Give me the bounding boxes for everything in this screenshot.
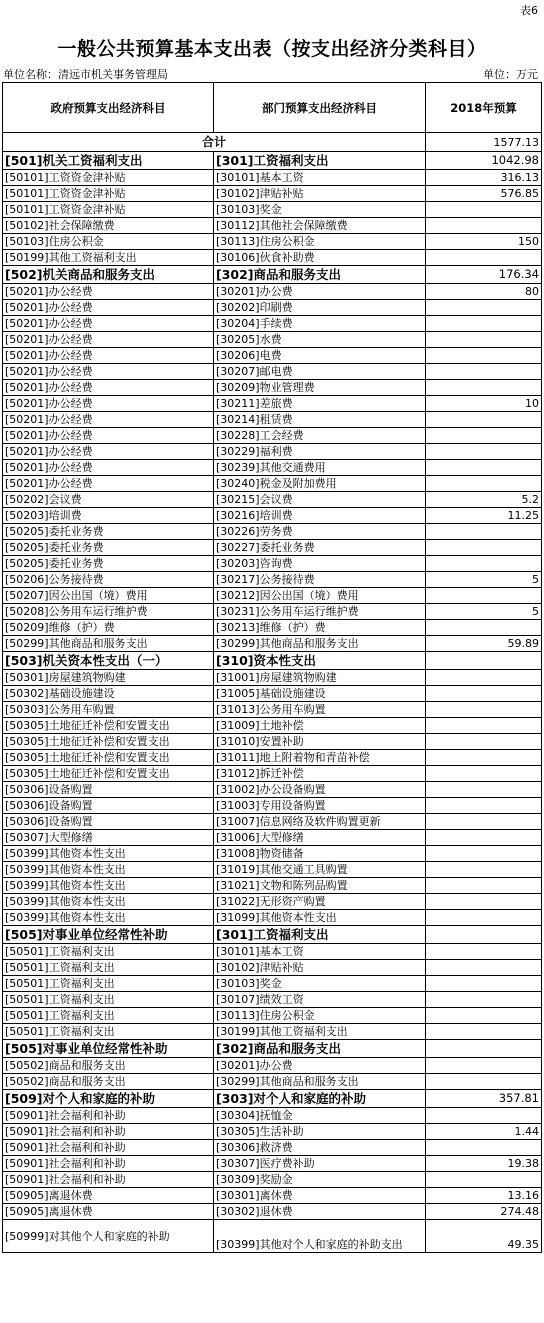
- gov-cell: [502]机关商品和服务支出: [3, 266, 214, 284]
- dept-cell: [30240]税金及附加费用: [214, 476, 426, 492]
- gov-cell: [50205]委托业务费: [3, 524, 214, 540]
- dept-cell: [301]工资福利支出: [214, 926, 426, 944]
- gov-cell: [50501]工资福利支出: [3, 1008, 214, 1024]
- amount-cell: [426, 444, 542, 460]
- dept-cell: [30307]医疗费补助: [214, 1156, 426, 1172]
- table-row: [3, 992, 542, 1008]
- table-row: [3, 1024, 542, 1040]
- table-row: [3, 702, 542, 718]
- table-row: [3, 412, 542, 428]
- dept-cell: [31003]专用设备购置: [214, 798, 426, 814]
- amount-cell: 11.25: [426, 508, 542, 524]
- category-row: [3, 266, 542, 284]
- amount-cell: [426, 428, 542, 444]
- gov-cell: [50201]办公经费: [3, 284, 214, 300]
- dept-cell: [30102]津贴补贴: [214, 186, 426, 202]
- table-header-row: [3, 83, 542, 133]
- gov-cell: [50201]办公经费: [3, 412, 214, 428]
- gov-cell: [50399]其他资本性支出: [3, 846, 214, 862]
- gov-cell: [501]机关工资福利支出: [3, 152, 214, 170]
- gov-cell: [50399]其他资本性支出: [3, 894, 214, 910]
- amount-cell: [426, 1074, 542, 1090]
- dept-cell: [30106]伙食补助费: [214, 250, 426, 266]
- gov-cell: [50302]基础设施建设: [3, 686, 214, 702]
- dept-cell: [30302]退休费: [214, 1204, 426, 1220]
- table-body: [3, 133, 542, 1253]
- amount-cell: [426, 524, 542, 540]
- table-row: [3, 1156, 542, 1172]
- gov-cell: [50501]工资福利支出: [3, 960, 214, 976]
- dept-cell: [30113]住房公积金: [214, 1008, 426, 1024]
- amount-cell: [426, 992, 542, 1008]
- gov-cell: [50101]工资资金津补贴: [3, 186, 214, 202]
- total-row: [3, 133, 542, 152]
- amount-cell: [426, 734, 542, 750]
- table-row: [3, 976, 542, 992]
- amount-cell: [426, 620, 542, 636]
- amount-cell: [426, 556, 542, 572]
- dept-cell: [30201]办公费: [214, 1058, 426, 1074]
- amount-cell: [426, 380, 542, 396]
- table-row: [3, 524, 542, 540]
- table-row: [3, 250, 542, 266]
- gov-cell: [50101]工资资金津补贴: [3, 170, 214, 186]
- gov-cell: [503]机关资本性支出（一）: [3, 652, 214, 670]
- table-row: [3, 620, 542, 636]
- amount-cell: 80: [426, 284, 542, 300]
- category-row: [3, 926, 542, 944]
- amount-cell: [426, 476, 542, 492]
- gov-cell: [50305]土地征迁补偿和安置支出: [3, 750, 214, 766]
- dept-cell: [30228]工会经费: [214, 428, 426, 444]
- table-row: [3, 1188, 542, 1204]
- gov-cell: [50901]社会福利和补助: [3, 1108, 214, 1124]
- gov-cell: [50208]公务用车运行维护费: [3, 604, 214, 620]
- dept-cell: [30205]水费: [214, 332, 426, 348]
- gov-cell: [50305]土地征迁补偿和安置支出: [3, 718, 214, 734]
- amount-cell: [426, 798, 542, 814]
- amount-cell: 274.48: [426, 1204, 542, 1220]
- header-gov: 政府预算支出经济科目: [3, 83, 214, 133]
- amount-cell: [426, 300, 542, 316]
- amount-cell: [426, 686, 542, 702]
- table-row: [3, 1074, 542, 1090]
- table-row: [3, 396, 542, 412]
- table-row: [3, 1124, 542, 1140]
- dept-cell: [30309]奖励金: [214, 1172, 426, 1188]
- table-row: [3, 670, 542, 686]
- category-row: [3, 1040, 542, 1058]
- table-row: [3, 798, 542, 814]
- table-row: [3, 218, 542, 234]
- dept-cell: [302]商品和服务支出: [214, 266, 426, 284]
- amount-cell: 1042.98: [426, 152, 542, 170]
- amount-cell: [426, 1140, 542, 1156]
- dept-cell: [302]商品和服务支出: [214, 1040, 426, 1058]
- table-row: [3, 380, 542, 396]
- category-row: [3, 652, 542, 670]
- amount-cell: [426, 670, 542, 686]
- dept-cell: [30209]物业管理费: [214, 380, 426, 396]
- table-row: [3, 348, 542, 364]
- amount-cell: 13.16: [426, 1188, 542, 1204]
- amount-cell: [426, 332, 542, 348]
- amount-cell: [426, 1172, 542, 1188]
- table-row: [3, 814, 542, 830]
- dept-cell: [30211]差旅费: [214, 396, 426, 412]
- dept-cell: [30226]劳务费: [214, 524, 426, 540]
- gov-cell: [50201]办公经费: [3, 364, 214, 380]
- dept-cell: [30112]其他社会保障缴费: [214, 218, 426, 234]
- dept-cell: [31099]其他资本性支出: [214, 910, 426, 926]
- gov-cell: [50303]公务用车购置: [3, 702, 214, 718]
- table-row: [3, 540, 542, 556]
- budget-table: [2, 82, 542, 1253]
- table-row: [3, 1058, 542, 1074]
- dept-cell: [303]对个人和家庭的补助: [214, 1090, 426, 1108]
- dept-cell: [30239]其他交通费用: [214, 460, 426, 476]
- gov-cell: [50399]其他资本性支出: [3, 862, 214, 878]
- gov-cell: [50502]商品和服务支出: [3, 1074, 214, 1090]
- table-row: [3, 1008, 542, 1024]
- dept-cell: [30212]因公出国（境）费用: [214, 588, 426, 604]
- gov-cell: [50202]会议费: [3, 492, 214, 508]
- dept-cell: [30103]奖金: [214, 202, 426, 218]
- dept-cell: [30304]抚恤金: [214, 1108, 426, 1124]
- amount-cell: [426, 412, 542, 428]
- dept-cell: [31011]地上附着物和青苗补偿: [214, 750, 426, 766]
- amount-cell: [426, 1040, 542, 1058]
- gov-cell: [50301]房屋建筑物购建: [3, 670, 214, 686]
- gov-cell: [50307]大型修缮: [3, 830, 214, 846]
- table-row: [3, 234, 542, 250]
- dept-cell: [31013]公务用车购置: [214, 702, 426, 718]
- amount-cell: 19.38: [426, 1156, 542, 1172]
- dept-cell: [30204]手续费: [214, 316, 426, 332]
- table-row: [3, 186, 542, 202]
- dept-cell: [30101]基本工资: [214, 170, 426, 186]
- dept-cell: [30107]绩效工资: [214, 992, 426, 1008]
- table-row: [3, 894, 542, 910]
- gov-cell: [50199]其他工资福利支出: [3, 250, 214, 266]
- category-row: [3, 1090, 542, 1108]
- gov-cell: [50201]办公经费: [3, 316, 214, 332]
- amount-cell: [426, 894, 542, 910]
- amount-cell: [426, 460, 542, 476]
- unit-label: 单位：万元: [483, 68, 538, 81]
- gov-cell: [50101]工资资金津补贴: [3, 202, 214, 218]
- dept-cell: [31021]文物和陈列品购置: [214, 878, 426, 894]
- table-row: [3, 846, 542, 862]
- amount-cell: [426, 1008, 542, 1024]
- table-row: [3, 1108, 542, 1124]
- amount-cell: [426, 316, 542, 332]
- amount-cell: [426, 814, 542, 830]
- table-row: [3, 300, 542, 316]
- table-row: [3, 910, 542, 926]
- amount-cell: [426, 862, 542, 878]
- table-row: [3, 364, 542, 380]
- gov-cell: [50399]其他资本性支出: [3, 910, 214, 926]
- dept-cell: [31006]大型修缮: [214, 830, 426, 846]
- dept-cell: [30103]奖金: [214, 976, 426, 992]
- dept-cell: [31001]房屋建筑物购建: [214, 670, 426, 686]
- dept-cell: [31002]办公设备购置: [214, 782, 426, 798]
- amount-cell: [426, 976, 542, 992]
- amount-cell: [426, 960, 542, 976]
- gov-cell: [50306]设备购置: [3, 798, 214, 814]
- table-row: [3, 830, 542, 846]
- header-amount: 2018年预算: [426, 83, 542, 133]
- amount-cell: 10: [426, 396, 542, 412]
- dept-cell: [30231]公务用车运行维护费: [214, 604, 426, 620]
- amount-cell: 5: [426, 604, 542, 620]
- gov-cell: [50901]社会福利和补助: [3, 1140, 214, 1156]
- amount-cell: [426, 782, 542, 798]
- amount-cell: [426, 718, 542, 734]
- table-row: [3, 636, 542, 652]
- category-row: [3, 152, 542, 170]
- dept-cell: [31010]安置补助: [214, 734, 426, 750]
- amount-cell: [426, 364, 542, 380]
- dept-cell: [30229]福利费: [214, 444, 426, 460]
- table-row: [3, 460, 542, 476]
- table-row: [3, 170, 542, 186]
- table-row: [3, 556, 542, 572]
- table-row: [3, 588, 542, 604]
- dept-cell: [30305]生活补助: [214, 1124, 426, 1140]
- dept-cell: [30207]邮电费: [214, 364, 426, 380]
- table-row: [3, 862, 542, 878]
- dept-cell: [30216]培训费: [214, 508, 426, 524]
- table-row: [3, 572, 542, 588]
- amount-cell: 576.85: [426, 186, 542, 202]
- amount-cell: [426, 588, 542, 604]
- page-title: 一般公共预算基本支出表（按支出经济分类科目）: [57, 38, 487, 60]
- dept-cell: [31022]无形资产购置: [214, 894, 426, 910]
- dept-cell: [30102]津贴补贴: [214, 960, 426, 976]
- table-row: [3, 782, 542, 798]
- amount-cell: 5: [426, 572, 542, 588]
- table-row: [3, 686, 542, 702]
- gov-cell: [50901]社会福利和补助: [3, 1124, 214, 1140]
- gov-cell: [50501]工资福利支出: [3, 992, 214, 1008]
- gov-cell: [50399]其他资本性支出: [3, 878, 214, 894]
- gov-cell: [50306]设备购置: [3, 814, 214, 830]
- gov-cell: [50207]因公出国（境）费用: [3, 588, 214, 604]
- gov-cell: [50201]办公经费: [3, 460, 214, 476]
- gov-cell: [50201]办公经费: [3, 428, 214, 444]
- table-row: [3, 960, 542, 976]
- amount-cell: 176.34: [426, 266, 542, 284]
- amount-cell: [426, 1024, 542, 1040]
- gov-cell: [50501]工资福利支出: [3, 944, 214, 960]
- table-row: [3, 718, 542, 734]
- amount-cell: [426, 702, 542, 718]
- dept-cell: [30214]租赁费: [214, 412, 426, 428]
- header-dept: 部门预算支出经济科目: [214, 83, 426, 133]
- gov-cell: [50201]办公经费: [3, 444, 214, 460]
- gov-cell: [50501]工资福利支出: [3, 1024, 214, 1040]
- gov-cell: [50901]社会福利和补助: [3, 1156, 214, 1172]
- table-row: [3, 604, 542, 620]
- dept-cell: [31007]信息网络及软件购置更新: [214, 814, 426, 830]
- amount-cell: 49.35: [426, 1220, 542, 1253]
- amount-cell: 316.13: [426, 170, 542, 186]
- dept-cell: [30227]委托业务费: [214, 540, 426, 556]
- table-row: [3, 944, 542, 960]
- gov-cell: [50306]设备购置: [3, 782, 214, 798]
- dept-cell: [30101]基本工资: [214, 944, 426, 960]
- gov-cell: [50201]办公经费: [3, 332, 214, 348]
- table-row: [3, 766, 542, 782]
- table-row: [3, 444, 542, 460]
- dept-cell: [30306]救济费: [214, 1140, 426, 1156]
- total-amount: 1577.13: [426, 133, 542, 152]
- sheet-tag: 表6: [520, 4, 538, 17]
- table-row: [3, 508, 542, 524]
- gov-cell: [50201]办公经费: [3, 300, 214, 316]
- gov-cell: [50905]离退休费: [3, 1188, 214, 1204]
- table-row: [3, 750, 542, 766]
- amount-cell: [426, 926, 542, 944]
- amount-cell: [426, 944, 542, 960]
- gov-cell: [50209]维修（护）费: [3, 620, 214, 636]
- gov-cell: [50305]土地征迁补偿和安置支出: [3, 766, 214, 782]
- amount-cell: [426, 1108, 542, 1124]
- amount-cell: [426, 202, 542, 218]
- gov-cell: [50205]委托业务费: [3, 540, 214, 556]
- dept-cell: [30206]电费: [214, 348, 426, 364]
- dept-cell: [30199]其他工资福利支出: [214, 1024, 426, 1040]
- amount-cell: [426, 878, 542, 894]
- table-row: [3, 1140, 542, 1156]
- amount-cell: [426, 540, 542, 556]
- gov-cell: [50201]办公经费: [3, 380, 214, 396]
- table-row: [3, 878, 542, 894]
- table-row: [3, 1172, 542, 1188]
- table-row: [3, 332, 542, 348]
- amount-cell: [426, 348, 542, 364]
- table-row: [3, 428, 542, 444]
- gov-cell: [50206]公务接待费: [3, 572, 214, 588]
- amount-cell: 59.89: [426, 636, 542, 652]
- gov-cell: [50999]对其他个人和家庭的补助: [3, 1220, 214, 1253]
- gov-cell: [50299]其他商品和服务支出: [3, 636, 214, 652]
- unit-name: 单位名称：清远市机关事务管理局: [3, 68, 168, 81]
- amount-cell: [426, 846, 542, 862]
- gov-cell: [505]对事业单位经常性补助: [3, 926, 214, 944]
- dept-cell: [30301]离休费: [214, 1188, 426, 1204]
- amount-cell: [426, 218, 542, 234]
- amount-cell: 150: [426, 234, 542, 250]
- gov-cell: [50201]办公经费: [3, 476, 214, 492]
- dept-cell: [310]资本性支出: [214, 652, 426, 670]
- table-row: [3, 492, 542, 508]
- table-row: [3, 1204, 542, 1220]
- gov-cell: [50205]委托业务费: [3, 556, 214, 572]
- dept-cell: [31008]物资储备: [214, 846, 426, 862]
- amount-cell: 1.44: [426, 1124, 542, 1140]
- table-row: [3, 284, 542, 300]
- table-row: [3, 316, 542, 332]
- gov-cell: [50502]商品和服务支出: [3, 1058, 214, 1074]
- dept-cell: [30213]维修（护）费: [214, 620, 426, 636]
- amount-cell: [426, 910, 542, 926]
- table-row: [3, 734, 542, 750]
- amount-cell: 357.81: [426, 1090, 542, 1108]
- dept-cell: [30299]其他商品和服务支出: [214, 636, 426, 652]
- dept-cell: [30215]会议费: [214, 492, 426, 508]
- gov-cell: [50103]住房公积金: [3, 234, 214, 250]
- dept-cell: [31019]其他交通工具购置: [214, 862, 426, 878]
- dept-cell: [30113]住房公积金: [214, 234, 426, 250]
- dept-cell: [30299]其他商品和服务支出: [214, 1074, 426, 1090]
- gov-cell: [50905]离退休费: [3, 1204, 214, 1220]
- dept-cell: [31012]拆迁补偿: [214, 766, 426, 782]
- amount-cell: [426, 830, 542, 846]
- amount-cell: [426, 766, 542, 782]
- amount-cell: [426, 1058, 542, 1074]
- amount-cell: 5.2: [426, 492, 542, 508]
- amount-cell: [426, 652, 542, 670]
- table-row: [3, 202, 542, 218]
- gov-cell: [505]对事业单位经常性补助: [3, 1040, 214, 1058]
- gov-cell: [50901]社会福利和补助: [3, 1172, 214, 1188]
- gov-cell: [50305]土地征迁补偿和安置支出: [3, 734, 214, 750]
- gov-cell: [509]对个人和家庭的补助: [3, 1090, 214, 1108]
- dept-cell: [30201]办公费: [214, 284, 426, 300]
- gov-cell: [50501]工资福利支出: [3, 976, 214, 992]
- amount-cell: [426, 250, 542, 266]
- dept-cell: [31009]土地补偿: [214, 718, 426, 734]
- dept-cell: [30399]其他对个人和家庭的补助支出: [214, 1220, 426, 1253]
- unit-row: [3, 66, 538, 82]
- dept-cell: [31005]基础设施建设: [214, 686, 426, 702]
- dept-cell: [30203]咨询费: [214, 556, 426, 572]
- gov-cell: [50102]社会保障缴费: [3, 218, 214, 234]
- gov-cell: [50203]培训费: [3, 508, 214, 524]
- dept-cell: [30217]公务接待费: [214, 572, 426, 588]
- dept-cell: [301]工资福利支出: [214, 152, 426, 170]
- gov-cell: [50201]办公经费: [3, 348, 214, 364]
- gov-cell: [50201]办公经费: [3, 396, 214, 412]
- amount-cell: [426, 750, 542, 766]
- total-label: 合计: [3, 133, 426, 152]
- dept-cell: [30202]印刷费: [214, 300, 426, 316]
- table-row: [3, 1220, 542, 1253]
- table-row: [3, 476, 542, 492]
